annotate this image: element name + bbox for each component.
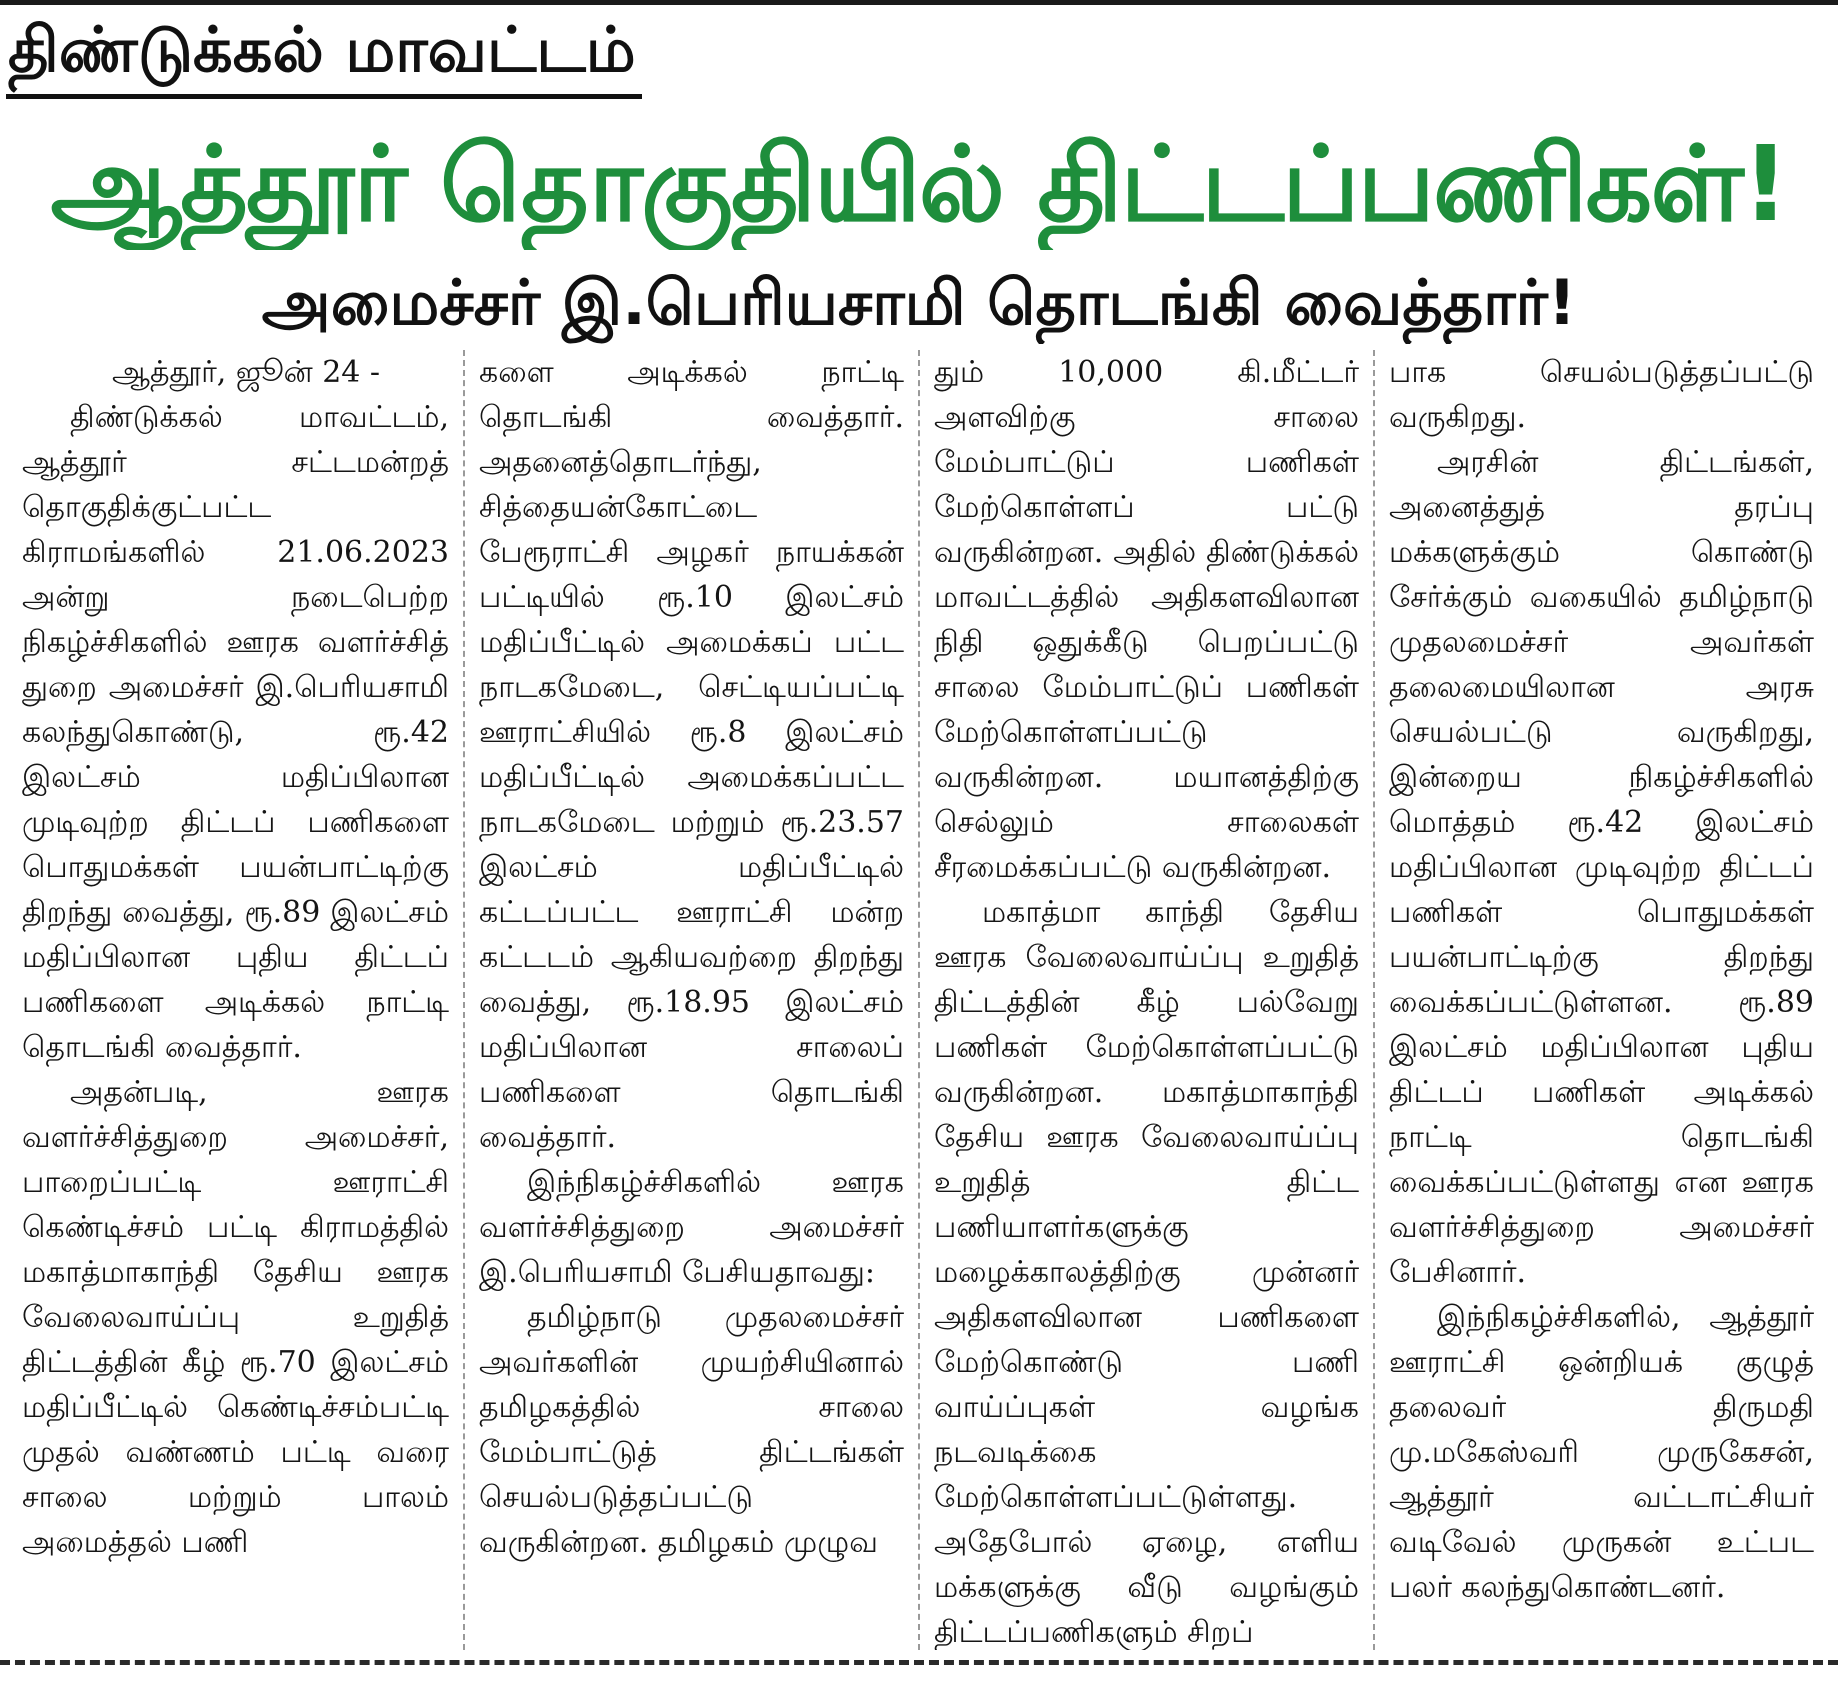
dateline: ஆத்தூர், ஜூன் 24 - xyxy=(112,355,381,390)
article-paragraph: களை அடிக்கல் நாட்டி தொடங்கி வைத்தார். அதனைத்தொடர்ந்து, சித்தையன்கோட்டை பேரூராட்சி அழகர் நாயக்கன் பட்டியில் ரூ.10 இலட்சம் மதிப்பீட்டில் அமைக்கப் பட்ட நாடகமேடை, செட்டியப்பட்டி ஊராட்சியில் ரூ.8 இலட்சம் மதிப்பீட்டில் அமைக்கப்பட்ட நாடகமேடை மற்றும் ரூ.23.57 இலட்சம் மதிப்பீட்டில் கட்டப்பட்ட ஊராட்சி மன்ற கட்டடம் ஆகியவற்றை திறந்து வைத்து, ரூ.18.95 இலட்சம் மதிப்பிலான சாலைப் பணிகளை தொடங்கி வைத்தார். xyxy=(479,355,904,1155)
article-paragraph: அரசின் திட்டங்கள், அனைத்துத் தரப்பு மக்களுக்கும் கொண்டு சேர்க்கும் வகையில் தமிழ்நாடு முதலமைச்சர் அவர்கள் தலைமையிலான அரசு செயல்பட்டு வருகிறது, இன்றைய நிகழ்ச்சிகளில் மொத்தம் ரூ.42 இலட்சம் மதிப்பிலான முடிவுற்ற திட்டப் பணிகள் பொதுமக்கள் பயன்பாட்டிற்கு திறந்து வைக்கப்பட்டுள்ளன. ரூ.89 இலட்சம் மதிப்பிலான புதிய திட்டப் பணிகள் அடிக்கல் நாட்டி தொடங்கி வைக்கப்பட்டுள்ளது என ஊரக வளர்ச்சித்துறை அமைச்சர் பேசினார். xyxy=(1389,445,1814,1290)
article-paragraph: அதன்படி, ஊரக வளர்ச்சித்துறை அமைச்சர், பாறைப்பட்டி ஊராட்சி கெண்டிச்சம் பட்டி கிராமத்தில் மகாத்மாகாந்தி தேசிய ஊரக வேலைவாய்ப்பு உறுதித் திட்டத்தின் கீழ் ரூ.70 இலட்சம் மதிப்பீட்டில் கெண்டிச்சம்பட்டி முதல் வண்ணம் பட்டி வரை சாலை மற்றும் பாலம் அமைத்தல் பணி xyxy=(22,1075,449,1560)
subheadline: அமைச்சர் இ.பெரியசாமி தொடங்கி வைத்தார்! xyxy=(261,266,1577,339)
article-paragraph: மகாத்மா காந்தி தேசிய ஊரக வேலைவாய்ப்பு உறுதித் திட்டத்தின் கீழ் பல்வேறு பணிகள் மேற்கொள்ளப்பட்டு வருகின்றன. மகாத்மாகாந்தி தேசிய ஊரக வேலைவாய்ப்பு உறுதித் திட்ட பணியாளர்களுக்கு மழைக்காலத்திற்கு முன்னர் அதிகளவிலான பணிகளை மேற்கொண்டு பணி வாய்ப்புகள் வழங்க நடவடிக்கை மேற்கொள்ளப்பட்டுள்ளது. அதேபோல் ஏழை, எளிய மக்களுக்கு வீடு வழங்கும் திட்டப்பணிகளும் சிறப் xyxy=(934,895,1359,1650)
district-label: திண்டுக்கல் மாவட்டம் xyxy=(6,8,642,99)
article-paragraph: தும் 10,000 கி.மீட்டர் அளவிற்கு சாலை மேம்பாட்டுப் பணிகள் மேற்கொள்ளப் பட்டு வருகின்றன. அதில் திண்டுக்கல் மாவட்டத்தில் அதிகளவிலான நிதி ஒதுக்கீடு பெறப்பட்டு சாலை மேம்பாட்டுப் பணிகள் மேற்கொள்ளப்பட்டு வருகின்றன. மயானத்திற்கு செல்லும் சாலைகள் சீரமைக்கப்பட்டு வருகின்றன. xyxy=(934,355,1359,885)
article-paragraph: இந்நிகழ்ச்சிகளில், ஆத்தூர் ஊராட்சி ஒன்றியக் குழுத் தலைவர் திருமதி மு.மகேஸ்வரி முருகேசன், ஆத்தூர் வட்டாட்சியர் வடிவேல் முருகன் உட்பட பலர் கலந்துகொண்டனர். xyxy=(1389,1300,1814,1605)
headline: ஆத்தூர் தொகுதியில் திட்டப்பணிகள்! xyxy=(50,123,1788,245)
article-paragraph: பாக செயல்படுத்தப்பட்டு வருகிறது. xyxy=(1389,355,1814,435)
article-column-2 xyxy=(463,350,918,1650)
article-column-1 xyxy=(8,350,463,1650)
bottom-rule xyxy=(0,1660,1838,1665)
article-paragraph: திண்டுக்கல் மாவட்டம், ஆத்தூர் சட்டமன்றத் தொகுதிக்குட்பட்ட கிராமங்களில் 21.06.2023 அன்று நடைபெற்ற நிகழ்ச்சிகளில் ஊரக வளர்ச்சித் துறை அமைச்சர் இ.பெரியசாமி கலந்துகொண்டு, ரூ.42 இலட்சம் மதிப்பிலான முடிவுற்ற திட்டப் பணிகளை பொதுமக்கள் பயன்பாட்டிற்கு திறந்து வைத்து, ரூ.89 இலட்சம் மதிப்பிலான புதிய திட்டப் பணிகளை அடிக்கல் நாட்டி தொடங்கி வைத்தார். xyxy=(22,400,449,1065)
article-column-3 xyxy=(918,350,1373,1650)
top-rule xyxy=(0,0,1838,5)
article-body xyxy=(8,350,1830,1650)
article-column-4 xyxy=(1373,350,1828,1650)
article-paragraph: தமிழ்நாடு முதலமைச்சர் அவர்களின் முயற்சியினால் தமிழகத்தில் சாலை மேம்பாட்டுத் திட்டங்கள் செயல்படுத்தப்பட்டு வருகின்றன. தமிழகம் முழுவ xyxy=(479,1300,904,1560)
article-paragraph: இந்நிகழ்ச்சிகளில் ஊரக வளர்ச்சித்துறை அமைச்சர் இ.பெரியசாமி பேசியதாவது: xyxy=(479,1165,904,1290)
